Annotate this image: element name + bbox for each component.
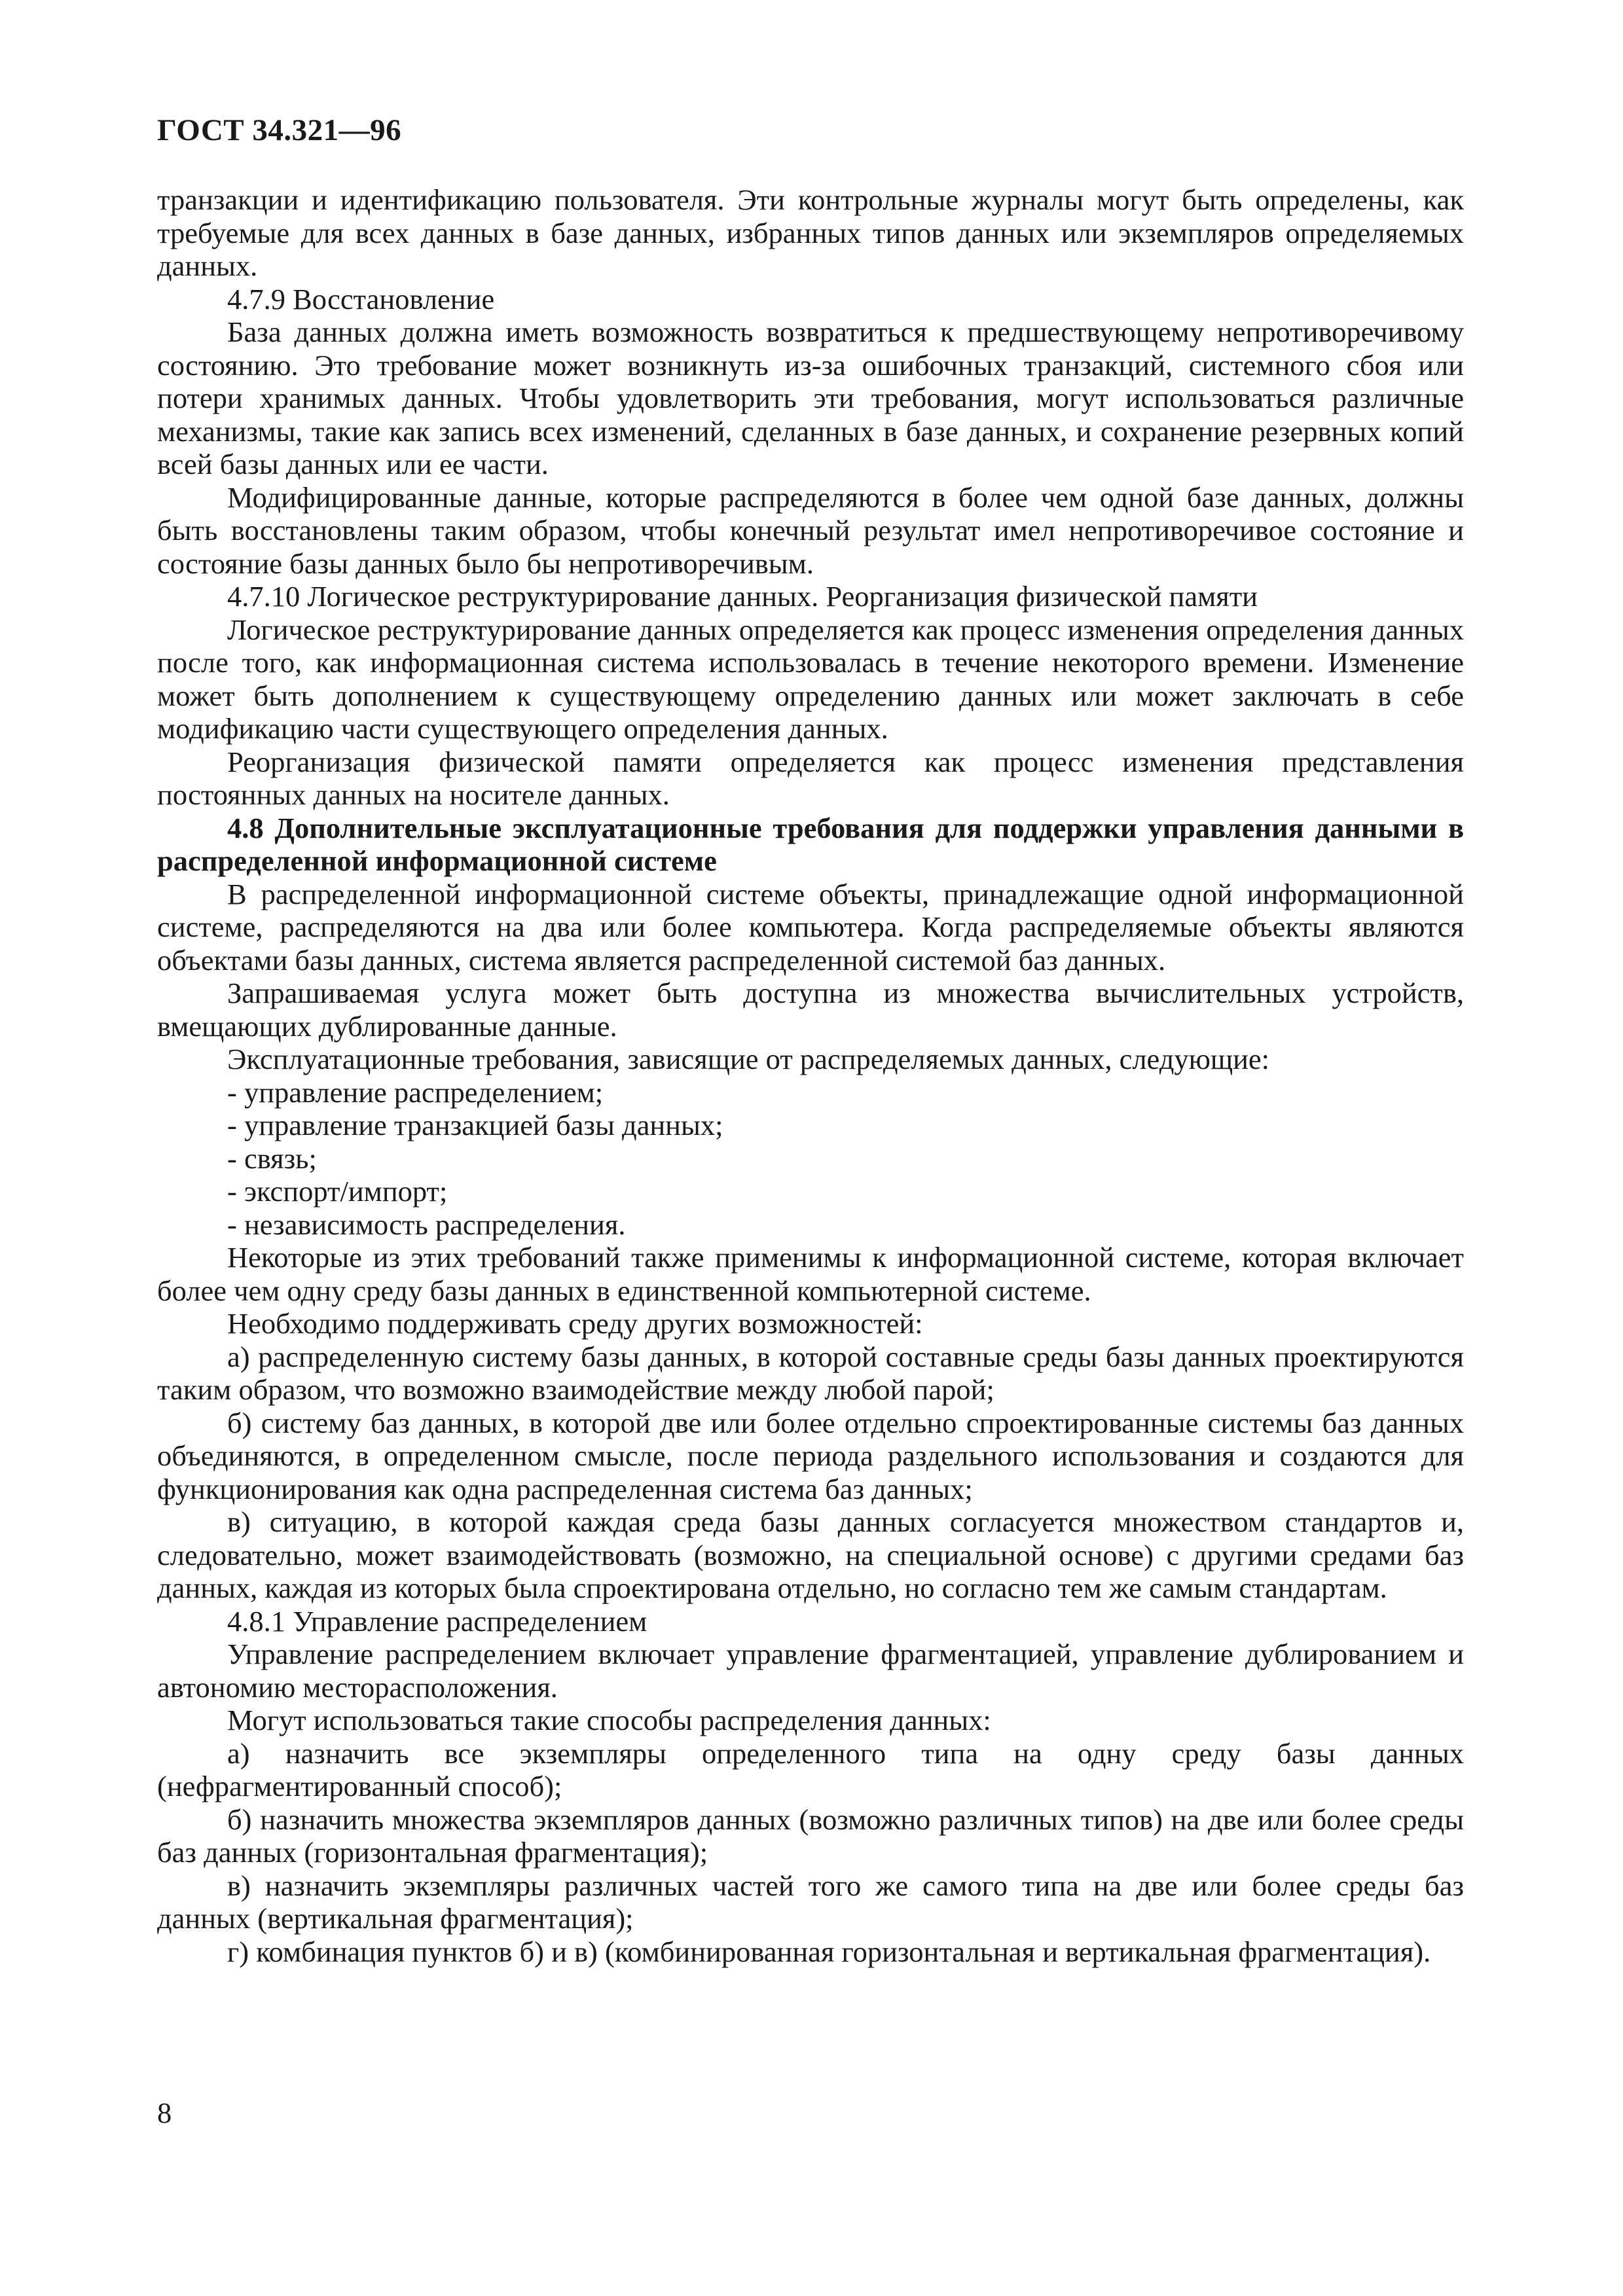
paragraph: Реорганизация физической памяти определяется как процесс изменения представления постоянных данных на носителе данных.	[157, 745, 1464, 811]
list-item: б) назначить множества экземпляров данных (возможно различных типов) на две или более среды баз данных (горизонтальная фрагментация);	[157, 1803, 1464, 1869]
list-item: а) распределенную систему базы данных, в которой составные среды базы данных проектируются таким образом, что возможно взаимодействие между любой парой;	[157, 1340, 1464, 1406]
paragraph: Управление распределением включает управление фрагментацией, управление дублированием и автономию месторасположения.	[157, 1638, 1464, 1704]
paragraph: Модифицированные данные, которые распределяются в более чем одной базе данных, должны быть восстановлены таким образом, чтобы конечный результат имел непротиворечивое состояние и состояние базы данных было бы непротиворечивым.	[157, 480, 1464, 580]
list-item: - управление распределением;	[227, 1075, 604, 1109]
section-heading: 4.7.10 Логическое реструктурирование данных. Реорганизация физической памяти	[227, 580, 1258, 613]
document-body	[157, 183, 1464, 1968]
paragraph: В распределенной информационной системе объекты, принадлежащие одной информационной системе, распределяются на два или более компьютера. Когда распределяемые объекты являются объектами базы данных, система является распределенной системой баз данных.	[157, 877, 1464, 977]
list-item: г) комбинация пунктов б) и в) (комбинированная горизонтальная и вертикальная фрагментация).	[227, 1935, 1431, 1968]
section-heading: 4.7.9 Восстановление	[227, 282, 495, 315]
list-item: - экспорт/импорт;	[227, 1175, 448, 1208]
paragraph: База данных должна иметь возможность возвратиться к предшествующему непротиворечивому состоянию. Это требование может возникнуть из-за ошибочных транзакций, системного сбоя или потери хранимых данных. Чтобы удовлетворить эти требования, могут использоваться различные механизмы, такие как запись всех изменений, сделанных в базе данных, и сохранение резервных копий всей базы данных или ее части.	[157, 315, 1464, 480]
list-item: б) систему баз данных, в которой две или более отдельно спроектированные системы баз данных объединяются, в определенном смысле, после периода раздельного использования и создаются для функционирования как одна распределенная система баз данных;	[157, 1406, 1464, 1505]
paragraph: Некоторые из этих требований также применимы к информационной системе, которая включает более чем одну среду базы данных в единственной компьютерной системе.	[157, 1241, 1464, 1307]
list-item: - независимость распределения.	[227, 1208, 626, 1241]
section-heading-bold: 4.8 Дополнительные эксплуатационные требования для поддержки управления данными в распределенной информационной системе	[157, 811, 1464, 877]
paragraph: Необходимо поддерживать среду других возможностей:	[227, 1307, 923, 1340]
page-number: 8	[157, 2096, 172, 2129]
list-item: а) назначить все экземпляры определенного типа на одну среду базы данных (нефрагментированный способ);	[157, 1736, 1464, 1803]
list-item: в) ситуацию, в которой каждая среда базы данных согласуется множеством стандартов и, следовательно, может взаимодействовать (возможно, на специальной основе) с другими средами баз данных, каждая из которых была спроектирована отдельно, но согласно тем же самым стандартам.	[157, 1505, 1464, 1604]
paragraph: транзакции и идентификацию пользователя. Эти контрольные журналы могут быть определены, как требуемые для всех данных в базе данных, избранных типов данных или экземпляров определяемых данных.	[157, 183, 1464, 282]
paragraph: Эксплуатационные требования, зависящие от распределяемых данных, следующие:	[227, 1043, 1270, 1075]
section-heading: 4.8.1 Управление распределением	[227, 1604, 647, 1638]
paragraph: Запрашиваемая услуга может быть доступна из множества вычислительных устройств, вмещающих дублированные данные.	[157, 977, 1464, 1043]
list-item: - связь;	[227, 1141, 317, 1175]
paragraph: Могут использоваться такие способы распределения данных:	[227, 1704, 991, 1736]
paragraph: Логическое реструктурирование данных определяется как процесс изменения определения данных после того, как информационная система использовалась в течение некоторого времени. Изменение может быть дополнением к существующему определению данных или может заключать в себе модификацию части существующего определения данных.	[157, 613, 1464, 745]
list-item: - управление транзакцией базы данных;	[227, 1109, 723, 1141]
document-header: ГОСТ 34.321—96	[157, 113, 402, 147]
list-item: в) назначить экземпляры различных частей того же самого типа на две или более среды баз данных (вертикальная фрагментация);	[157, 1869, 1464, 1935]
